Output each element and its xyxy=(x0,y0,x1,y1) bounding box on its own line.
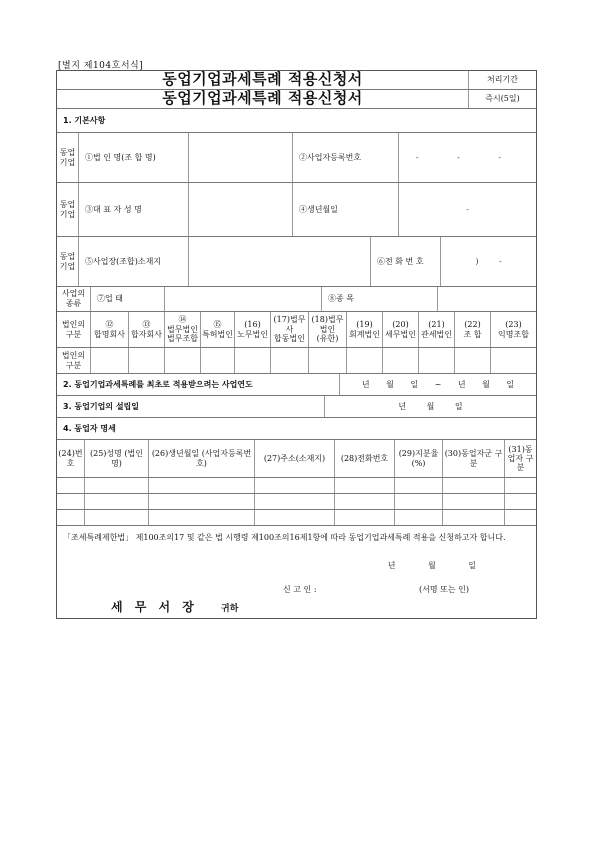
col-header-share: (29)지분율 (%) xyxy=(395,440,443,477)
corp-type-num: (16) xyxy=(244,319,261,329)
corp-type-num: (21) xyxy=(428,319,445,329)
business-item-label: ⑧종 목 xyxy=(322,287,438,311)
form-title-secondary: 동업기업과세특례 적용신청서 xyxy=(57,90,469,108)
corp-type-check[interactable] xyxy=(383,348,419,373)
first-fiscal-year-field[interactable]: 년 월 일 ~ 년 월 일 xyxy=(361,379,515,389)
corp-type-check[interactable] xyxy=(347,348,383,373)
corp-type-num: ⑮ xyxy=(213,319,222,329)
corp-type-option[interactable] xyxy=(271,312,309,347)
corp-type-row xyxy=(57,312,536,348)
corp-type-num: (20) xyxy=(392,319,409,329)
biz-type-side-label: 사업의 종류 xyxy=(57,287,91,311)
biz-reg-placeholder: - - - xyxy=(415,152,520,162)
declaration-text: 「조세특례제한법」 제100조의17 및 같은 법 시행령 제100조의16제1항에 따라 동업기업과세특례 적용을 신청하고자 합니다. xyxy=(63,533,506,542)
corp-type-option[interactable] xyxy=(455,312,491,347)
corp-type-num: (18)법무법인 xyxy=(311,315,344,334)
corp-type-option[interactable] xyxy=(201,312,235,347)
table-row[interactable] xyxy=(57,494,536,510)
corp-type-name: 익명조합 xyxy=(498,329,529,339)
col-header-number: (24)번호 xyxy=(57,440,85,477)
business-item-field[interactable] xyxy=(438,287,536,311)
col-header-partner-type: (31)동업자 구분 xyxy=(507,444,534,473)
corp-type-check[interactable] xyxy=(165,348,201,373)
phone-field[interactable] xyxy=(441,237,536,286)
corp-type-option[interactable] xyxy=(165,312,201,347)
application-form xyxy=(56,70,537,619)
reporter-label: 신 고 인 : xyxy=(283,585,317,594)
corp-type-option[interactable] xyxy=(347,312,383,347)
corp-type-num: (22) xyxy=(464,319,481,329)
corp-type-option[interactable] xyxy=(235,312,271,347)
corp-type-check[interactable] xyxy=(235,348,271,373)
rep-name-label: ③대 표 자 성 명 xyxy=(79,183,189,236)
corp-name-field[interactable] xyxy=(189,133,293,182)
processing-period-value: 즉시(5일) xyxy=(485,94,520,104)
corp-type-option[interactable] xyxy=(129,312,165,347)
partner-table-header xyxy=(57,440,536,478)
biz-reg-field[interactable] xyxy=(399,133,536,182)
corp-type-side-label: 법인의 구분 xyxy=(57,348,91,373)
section4-title: 4. 동업자 명세 xyxy=(63,423,116,433)
corp-type-num: (17)법무사 xyxy=(273,315,306,334)
corp-type-name: 조 합 xyxy=(463,329,482,339)
corp-type-num: (23) xyxy=(505,319,522,329)
corp-type-option[interactable] xyxy=(491,312,536,347)
corp-type-check[interactable] xyxy=(309,348,347,373)
side-label-partnership: 동업기업 xyxy=(57,183,79,236)
col-header-phone: (28)전화번호 xyxy=(335,440,395,477)
corp-type-check[interactable] xyxy=(455,348,491,373)
corp-type-num: ⑬ xyxy=(142,319,151,329)
corp-type-check[interactable] xyxy=(129,348,165,373)
col-header-name: (25)성명 (법인명) xyxy=(85,440,149,477)
section3-title: 3. 동업기업의 설립일 xyxy=(57,396,325,417)
corp-name-label: ①법 인 명(조 합 명) xyxy=(79,133,189,182)
col-header-partner-group: (30)동업자군 구분 xyxy=(443,440,505,477)
corp-type-check[interactable] xyxy=(201,348,235,373)
processing-period-label: 처리기간 xyxy=(487,75,518,85)
rep-name-field[interactable] xyxy=(189,183,293,236)
form-title: 동업기업과세특례 적용신청서 xyxy=(57,71,469,89)
corp-type-name: 합명회사 xyxy=(94,329,125,339)
section2-title: 2. 동업기업과세특례를 최초로 적용받으려는 사업연도 xyxy=(57,374,340,395)
corp-type-check[interactable] xyxy=(491,348,536,373)
corp-type-check[interactable] xyxy=(91,348,129,373)
corp-type-check[interactable] xyxy=(271,348,309,373)
corp-type-num: ⑫ xyxy=(105,319,114,329)
corp-type-num: (19) xyxy=(356,319,373,329)
tax-office-title: 세 무 서 장 xyxy=(111,600,198,614)
corp-type-name: 합동법인 xyxy=(274,334,305,344)
business-category-label: ⑦업 태 xyxy=(91,287,165,311)
corp-type-option[interactable] xyxy=(419,312,455,347)
corp-type-option[interactable] xyxy=(383,312,419,347)
side-label-partnership: 동업기업 xyxy=(57,237,79,286)
corp-type-name: (유한) xyxy=(316,334,339,344)
corp-type-check[interactable] xyxy=(419,348,455,373)
phone-placeholder: ) - xyxy=(475,256,502,266)
phone-label: ⑥전 화 번 호 xyxy=(371,237,441,286)
section1-title: 1. 기본사항 xyxy=(63,115,106,125)
birth-date-placeholder: - xyxy=(466,204,469,214)
birth-date-label: ④생년월일 xyxy=(293,183,399,236)
corp-type-option[interactable] xyxy=(91,312,129,347)
declaration-area xyxy=(57,526,536,618)
corp-type-name: 법무법인 법무조합 xyxy=(167,324,198,344)
form-number: [별지 제104호서식] xyxy=(58,61,144,71)
corp-type-name: 세무법인 xyxy=(385,329,416,339)
table-row[interactable] xyxy=(57,478,536,494)
corp-type-name: 합자회사 xyxy=(131,329,162,339)
side-label-partnership: 동업기업 xyxy=(57,133,79,182)
address-field[interactable] xyxy=(189,237,371,286)
signature-field[interactable]: (서명 또는 인) xyxy=(419,585,469,594)
corp-type-option[interactable] xyxy=(309,312,347,347)
table-row[interactable] xyxy=(57,510,536,526)
col-header-birth: (26)생년월일 (사업자등록번호) xyxy=(149,440,255,477)
biz-reg-label: ②사업자등록번호 xyxy=(293,133,399,182)
col-header-address: (27)주소(소재지) xyxy=(255,440,335,477)
corp-type-name: 특허법인 xyxy=(202,329,233,339)
corp-type-name: 관세법인 xyxy=(421,329,452,339)
corp-type-name: 회계법인 xyxy=(349,329,380,339)
corp-type-num: ⑭ xyxy=(178,315,187,325)
corp-type-name: 노무법인 xyxy=(237,329,268,339)
honorific: 귀하 xyxy=(221,604,239,614)
birth-date-field[interactable] xyxy=(399,183,536,236)
declaration-date[interactable]: 년 월 일 xyxy=(387,561,476,570)
corp-type-side-label: 법인의 구분 xyxy=(57,312,91,347)
address-label: ⑤사업장(조합)소재지 xyxy=(79,237,189,286)
business-category-field[interactable] xyxy=(165,287,322,311)
establishment-date-field[interactable]: 년 월 일 xyxy=(398,401,463,411)
